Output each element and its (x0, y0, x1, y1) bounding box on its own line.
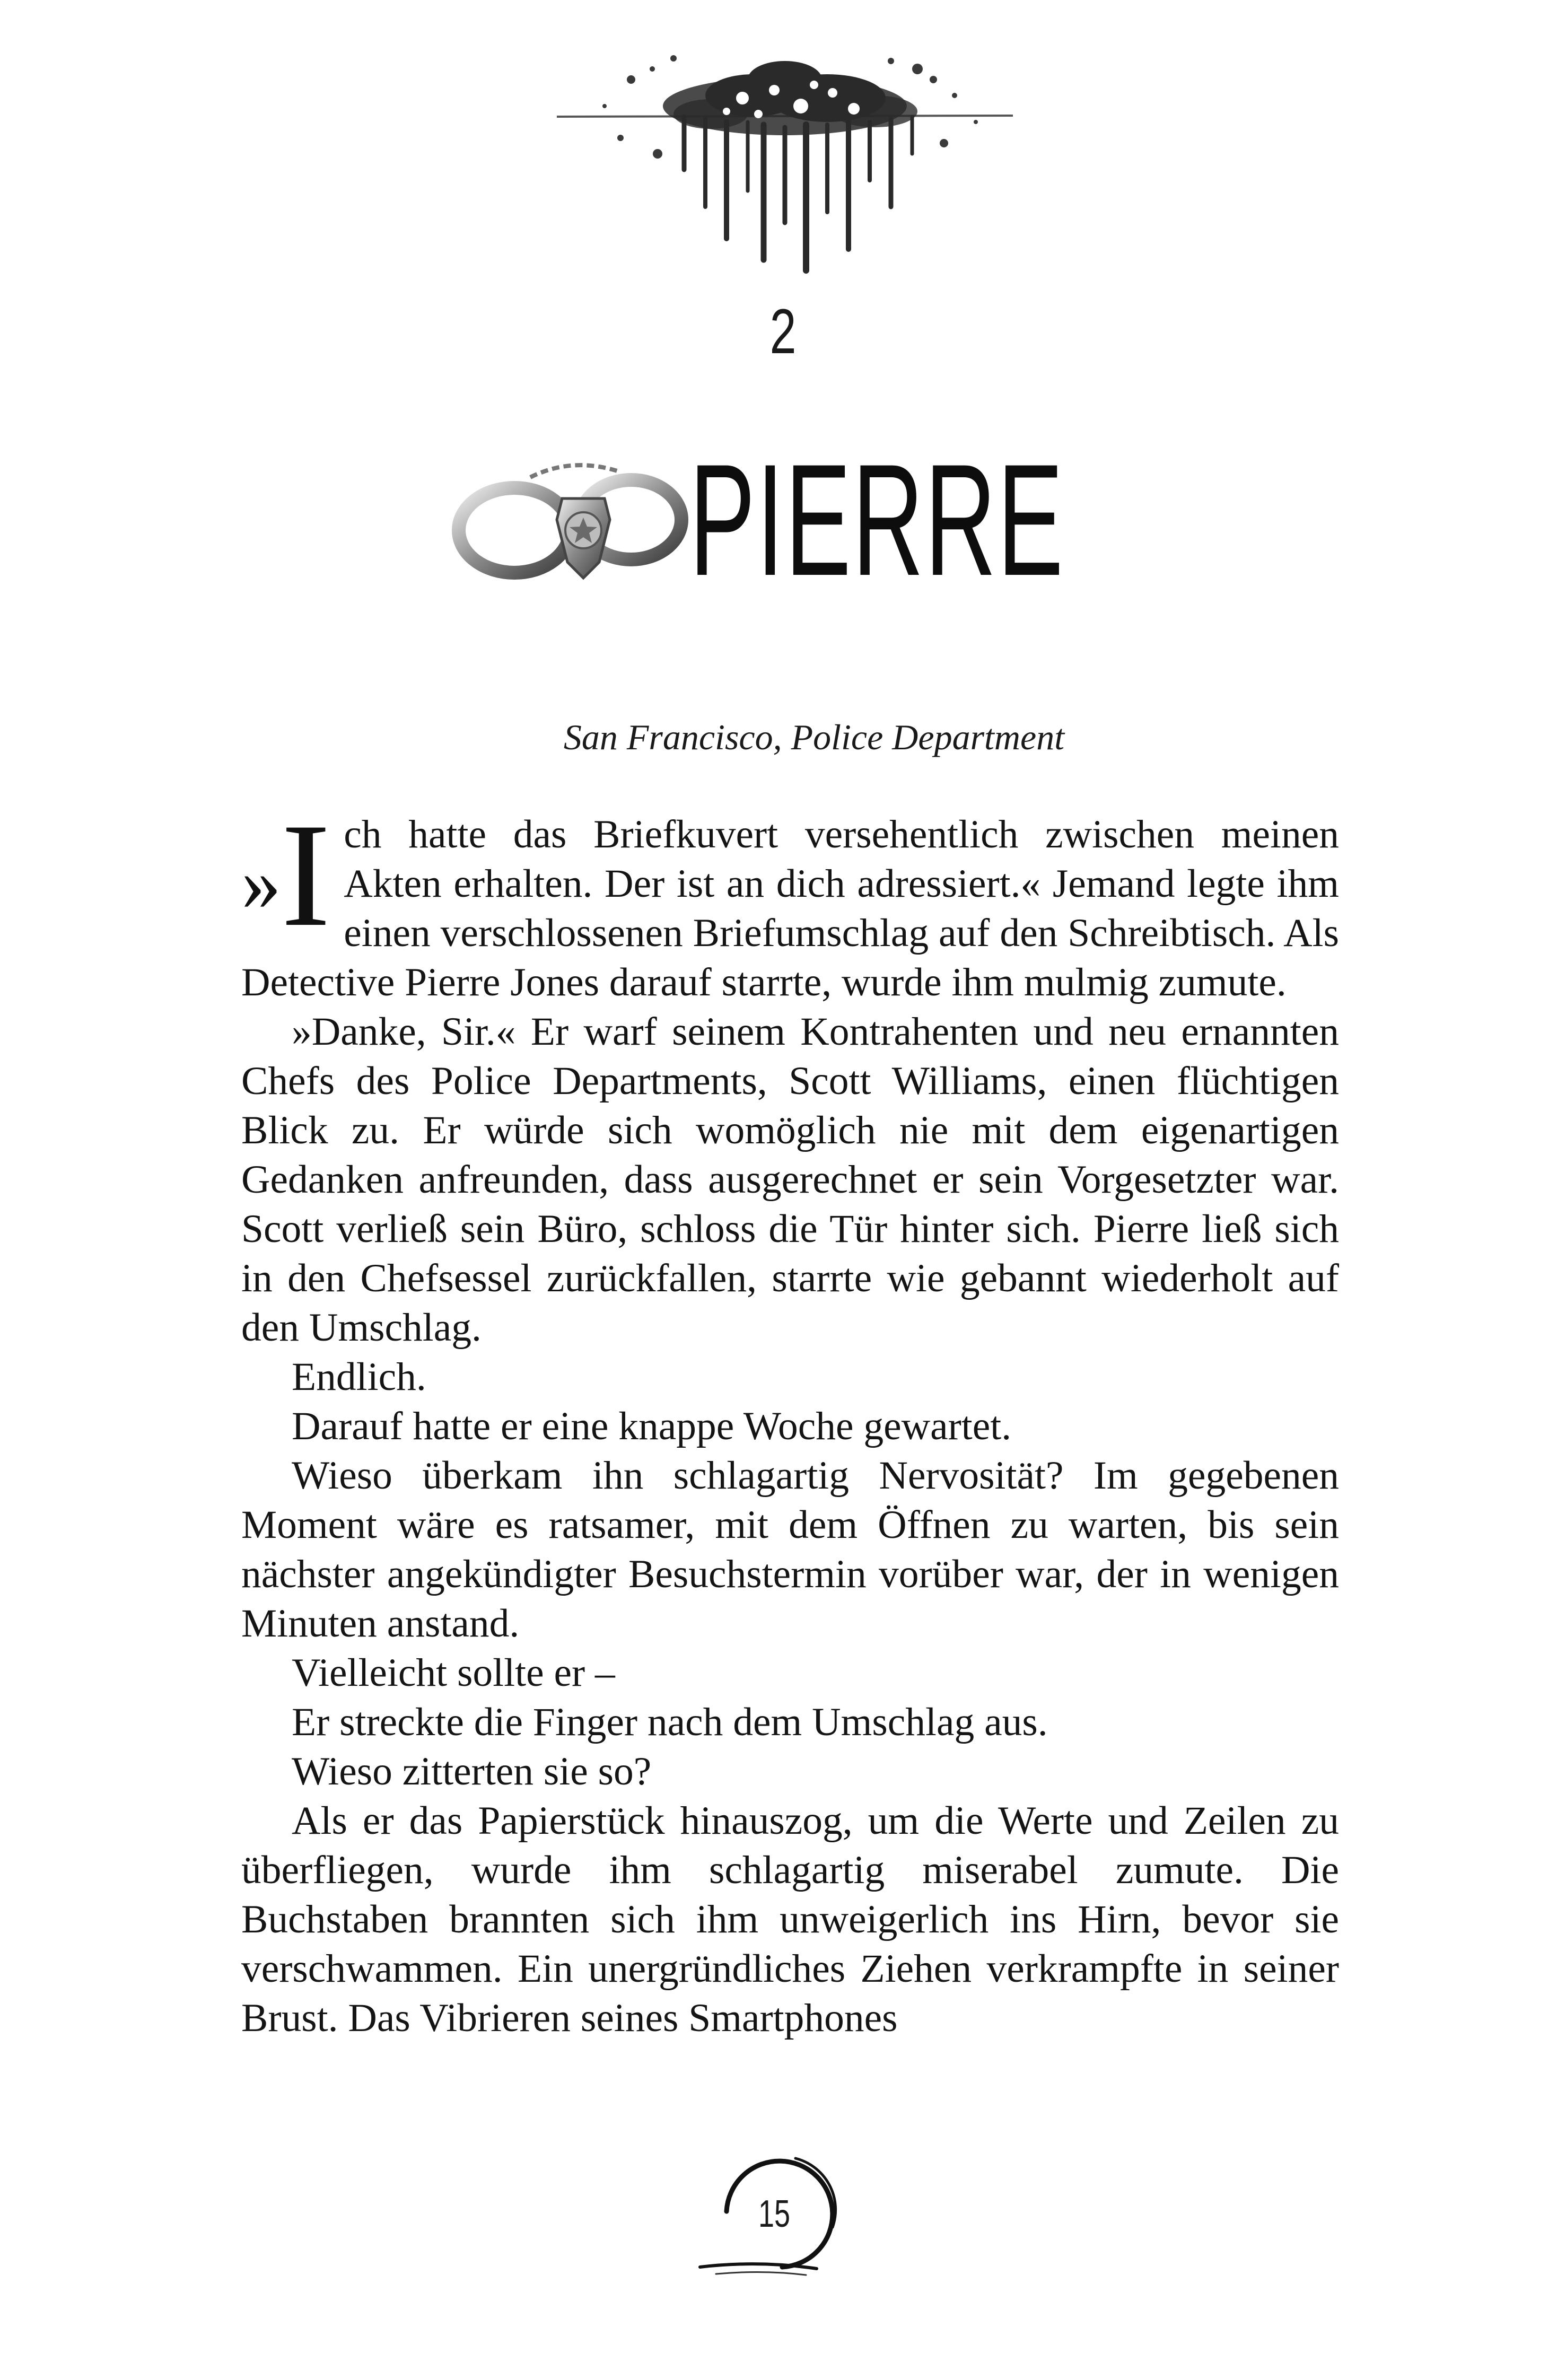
paragraph: Als er das Papierstück hinauszog, um die Werte und Zeilen zu überfliegen, wurde ihm schlagartig miserabel zumute. Die Buchstaben brannten sich ihm unweigerlich ins Hirn, bevor sie verschwammen. Ein unergründliches Ziehen verkrampfte in seiner Brust. Das Vibrieren seines Smartphones (241, 1799, 1339, 2040)
page-number: 15 (758, 2193, 791, 2235)
paragraph: Wieso überkam ihn schlagartig Nervosität? Im gegebenen Moment wäre es ratsamer, mit dem Öffnen zu warten, bis sein nächster angekündigter Besuchstermin vorüber war, der in wenigen Minuten anstand. (241, 1454, 1339, 1646)
paragraph: Wieso zitterten sie so? (292, 1749, 652, 1793)
drop-cap-quote: » (241, 839, 281, 927)
chapter-title: PIERRE (689, 431, 1065, 609)
paragraph: »Danke, Sir.« Er warf seinem Kontrahenten und neu ernannten Chefs des Police Departments, Scott Williams, einen flüchtigen Blick zu. Er würde sich womöglich nie mit dem eigenartigen Gedanken anfreunden, dass ausgerechnet er sein Vorgesetzter war. Scott verließ sein Büro, schloss die Tür hinter sich. Pierre ließ sich in den Chefsessel zurückfallen, starrte wie gebannt wiederholt auf den Umschlag. (241, 1010, 1339, 1350)
paragraph: Darauf hatte er eine knappe Woche gewartet. (292, 1404, 1012, 1448)
drop-cap (241, 792, 331, 957)
drop-cap-letter: I (281, 792, 331, 957)
chapter-heading (0, 431, 1566, 610)
paragraph: Vielleicht sollte er – (292, 1651, 615, 1695)
ink-splatter-icon (552, 48, 1018, 281)
body-text (241, 792, 1339, 2043)
chapter-number: 2 (769, 296, 797, 367)
paragraph: Endlich. (292, 1355, 426, 1399)
paragraph: Er streckte die Finger nach dem Umschlag aus. (292, 1700, 1048, 1744)
first-paragraph (241, 792, 1339, 1007)
page-number-badge (695, 2142, 864, 2291)
chapter-location: San Francisco, Police Department (563, 717, 1065, 757)
first-paragraph-text: ch hatte das Briefkuvert versehentlich zwischen meinen Akten erhalten. Der ist an dich adressiert.« Jemand legte ihm einen verschlossenen Briefumschlag auf den Schreibtisch. Als Detective Pierre Jones darauf starrte, wurde ihm mulmig zumute. (241, 812, 1339, 1004)
handcuffs-badge-icon (451, 440, 695, 594)
